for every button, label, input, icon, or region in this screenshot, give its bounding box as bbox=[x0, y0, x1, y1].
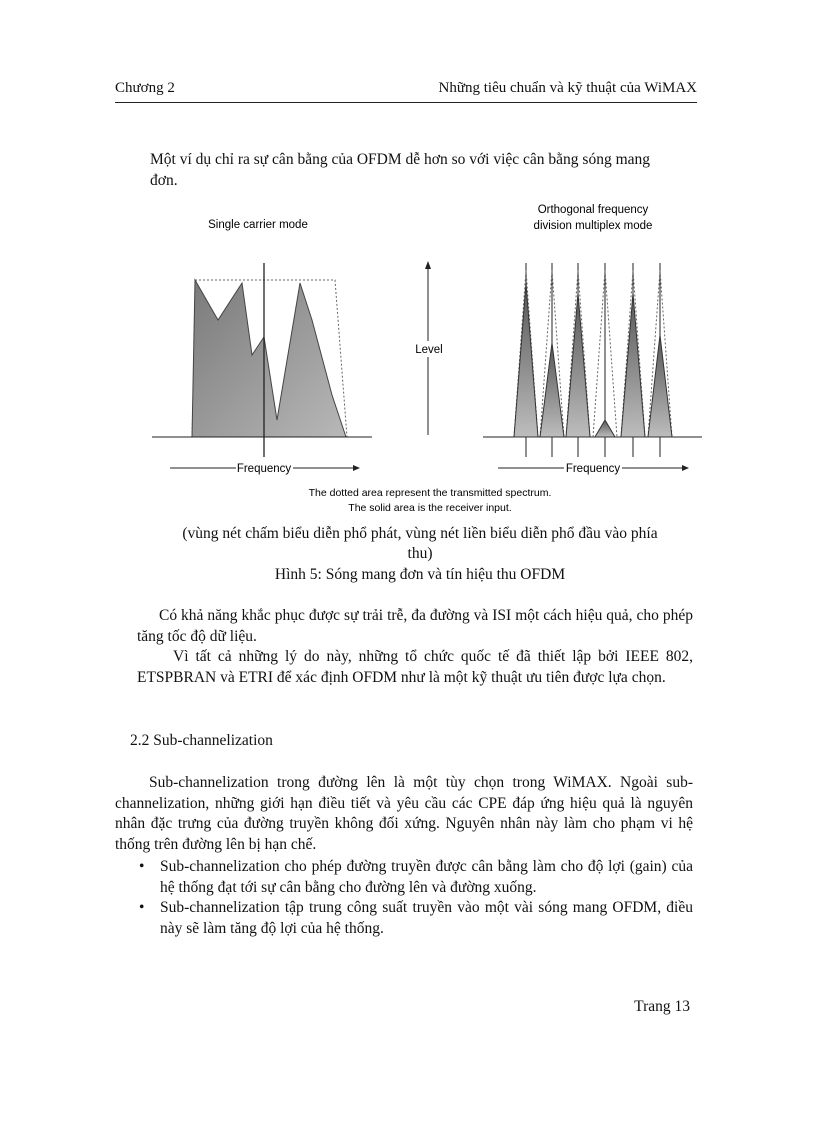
figure-caption-vi-1: (vùng nét chấm biểu diễn phổ phát, vùng nét liền biểu diễn phổ đầu vào phía bbox=[182, 525, 658, 542]
ofdm-title-line1: Orthogonal frequency bbox=[537, 204, 649, 216]
chapter-label: Chương 2 bbox=[115, 80, 175, 96]
frequency-label-right: Frequency bbox=[565, 463, 621, 475]
ofdm-figure bbox=[140, 195, 720, 525]
bullet-item: • Sub-channelization cho phép đường truyền được cân bằng làm cho độ lợi (gain) của hệ thống đạt tới sự cân bằng cho đường lên và đường xuống. bbox=[137, 857, 693, 898]
frequency-arrow-left bbox=[353, 465, 360, 471]
section-heading: 2.2 Sub-channelization bbox=[130, 732, 273, 749]
ofdm-carrier-4 bbox=[595, 420, 615, 437]
bullet-item: • Sub-channelization tập trung công suất truyền vào một vài sóng mang OFDM, điều này sẽ làm tăng độ lợi của hệ thống. bbox=[137, 898, 693, 939]
paragraph-2: Vì tất cả những lý do này, những tổ chức quốc tế đã thiết lập bởi IEEE 802, ETSPBRAN và ETRI để xác định OFDM như là một kỹ thuật ưu tiên được lựa chọn. bbox=[137, 648, 693, 686]
ofdm-title-line2: division multiplex mode bbox=[533, 220, 653, 232]
figure-caption-vi-2: thu) bbox=[407, 545, 433, 562]
intro-paragraph: Một ví dụ chỉ ra sự cân bằng của OFDM dễ hơn so với việc cân bằng sóng mang đơn. bbox=[150, 151, 651, 189]
ofdm-carrier-2 bbox=[540, 343, 564, 437]
level-arrow bbox=[425, 261, 431, 269]
ofdm-carrier-6 bbox=[648, 335, 672, 437]
paragraph-3: Sub-channelization trong đường lên là một tùy chọn trong WiMAX. Ngoài sub-channelization, những giới hạn điều tiết và yêu cầu các CPE đáp ứng hiệu quả là nguyên nhân đặc trưng của đường truyền không đối xứng. Nguyên nhân này làm cho phạm vi hệ thống trên đường lên bị hạn chế. bbox=[115, 774, 693, 853]
figure-caption: Hình 5: Sóng mang đơn và tín hiệu thu OFDM bbox=[274, 566, 566, 583]
bullet-list bbox=[137, 857, 693, 939]
ofdm-carrier-3 bbox=[566, 293, 590, 437]
frequency-arrow-right bbox=[682, 465, 689, 471]
header-title: Những tiêu chuẩn và kỹ thuật của WiMAX bbox=[438, 80, 697, 96]
received-spectrum-left bbox=[192, 280, 346, 437]
figure-note-1: The dotted area represent the transmitted spectrum. bbox=[308, 487, 552, 499]
paragraph-1: Có khả năng khắc phục được sự trải trễ, đa đường và ISI một cách hiệu quả, cho phép tăng tốc độ dữ liệu. bbox=[137, 607, 693, 645]
ofdm-carrier-5 bbox=[621, 293, 645, 437]
page-header bbox=[115, 80, 697, 103]
figure-note-2: The solid area is the receiver input. bbox=[348, 502, 512, 514]
level-label: Level bbox=[415, 344, 443, 356]
frequency-label-left: Frequency bbox=[236, 463, 292, 475]
single-carrier-title: Single carrier mode bbox=[208, 219, 308, 231]
page-number: Trang 13 bbox=[634, 998, 690, 1015]
ofdm-carrier-1 bbox=[514, 283, 538, 437]
